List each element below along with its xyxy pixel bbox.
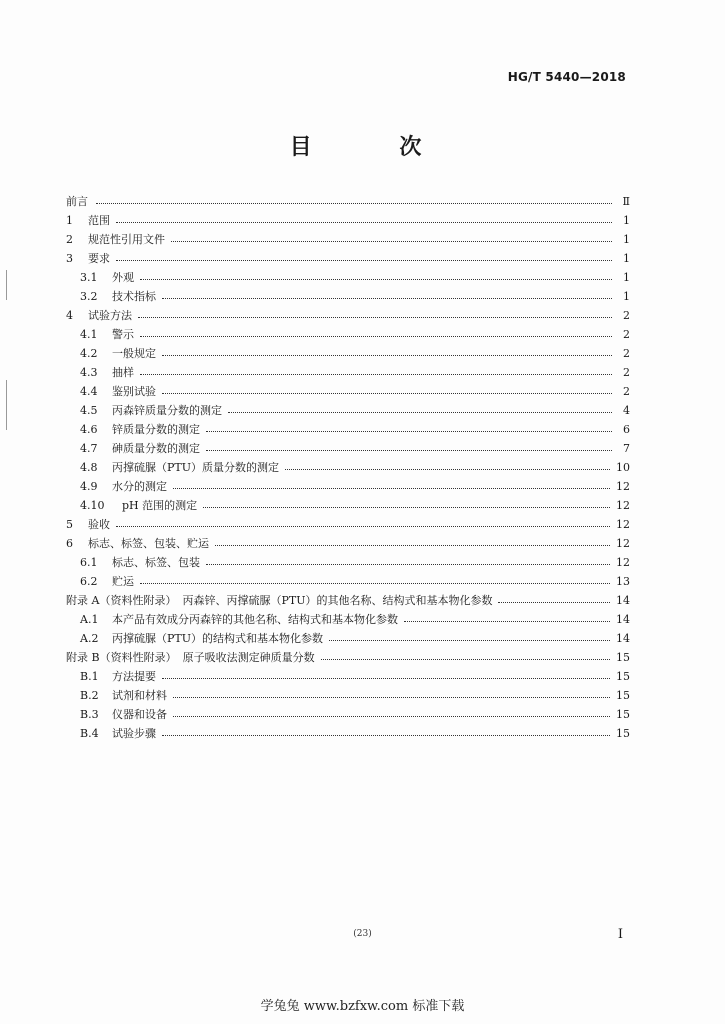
- toc-entry-page: 15: [616, 651, 630, 664]
- toc-entry-page: 15: [616, 670, 630, 683]
- toc-entry: [66, 439, 630, 458]
- toc-entry-number: 3: [66, 252, 73, 265]
- toc-entry-page: 15: [616, 708, 630, 721]
- dot-leader: [171, 230, 612, 249]
- toc-entry: [66, 249, 630, 268]
- toc-entry-page: 2: [623, 309, 630, 322]
- dot-leader: [116, 211, 612, 230]
- dot-leader: [138, 306, 612, 325]
- toc-entry-page: 2: [623, 385, 630, 398]
- toc-entry: [66, 268, 630, 287]
- toc-entry-page: 12: [616, 556, 630, 569]
- toc-entry-title: 试验方法: [88, 309, 132, 322]
- toc-entry-title: 水分的测定: [112, 480, 167, 493]
- toc-entry-number: 4.1: [80, 328, 98, 341]
- dot-leader: [162, 382, 612, 401]
- toc-entry-page: 13: [616, 575, 630, 588]
- toc-entry: [66, 230, 630, 249]
- dot-leader: [404, 610, 610, 629]
- toc-entry-number: 前言: [66, 195, 88, 208]
- toc-entry: [66, 192, 630, 211]
- toc-entry-number: 6: [66, 537, 73, 550]
- toc-entry-title: 技术指标: [112, 290, 156, 303]
- toc-entry-title: 贮运: [112, 575, 134, 588]
- toc-entry-page: 15: [616, 727, 630, 740]
- dot-leader: [162, 724, 610, 743]
- toc-entry-page: Ⅱ: [622, 195, 630, 208]
- toc-entry-number: 3.1: [80, 271, 98, 284]
- toc-entry-page: 2: [623, 328, 630, 341]
- toc-entry: [66, 382, 630, 401]
- toc-entry-title: 试剂和材料: [112, 689, 167, 702]
- toc-entry-number: 4.3: [80, 366, 98, 379]
- toc-entry-title: 丙森锌、丙撑硫脲（PTU）的其他名称、结构式和基本物化参数: [182, 594, 493, 607]
- toc-entry-title: 一般规定: [112, 347, 156, 360]
- toc-entry-number: B.4: [80, 727, 99, 740]
- dot-leader: [215, 534, 610, 553]
- toc-entry-number: A.1: [80, 613, 99, 626]
- toc-entry: [66, 458, 630, 477]
- page-title: 目 次: [289, 135, 462, 160]
- toc-entry-number: 5: [66, 518, 73, 531]
- toc-entry: [66, 477, 630, 496]
- toc-entry: [66, 401, 630, 420]
- scan-artifact: [6, 270, 7, 300]
- dot-leader: [206, 553, 610, 572]
- dot-leader: [140, 363, 612, 382]
- toc-entry: [66, 648, 630, 667]
- toc-entry-page: 14: [616, 632, 630, 645]
- toc-entry: [66, 211, 630, 230]
- dot-leader: [96, 192, 612, 211]
- scan-artifact: [6, 380, 7, 430]
- toc-entry-page: 14: [616, 594, 630, 607]
- toc-entry: [66, 610, 630, 629]
- toc-entry-page: 1: [623, 252, 630, 265]
- dot-leader: [116, 515, 610, 534]
- dot-leader: [206, 420, 612, 439]
- dot-leader: [173, 705, 610, 724]
- toc-entry-title: 原子吸收法测定砷质量分数: [182, 651, 315, 664]
- standard-code: HG/T 5440—2018: [507, 70, 626, 84]
- toc-entry-page: 1: [623, 233, 630, 246]
- toc-entry-page: 4: [623, 404, 630, 417]
- toc-entry: [66, 629, 630, 648]
- toc-entry-number: B.3: [80, 708, 99, 721]
- toc-entry-title: 标志、标签、包装、贮运: [88, 537, 209, 550]
- toc-entry-title: 丙森锌质量分数的测定: [112, 404, 222, 417]
- dot-leader: [140, 572, 610, 591]
- toc-entry-title: 标志、标签、包装: [112, 556, 200, 569]
- toc-entry-page: 12: [616, 518, 630, 531]
- toc-entry-number: 4.2: [80, 347, 98, 360]
- dot-leader: [140, 268, 612, 287]
- toc-entry: [66, 705, 630, 724]
- toc-entry-number: 4.8: [80, 461, 98, 474]
- dot-leader: [173, 477, 610, 496]
- dot-leader: [162, 667, 610, 686]
- toc-entry-title: 范围: [88, 214, 110, 227]
- toc-entry-number: 1: [66, 214, 73, 227]
- toc-entry-title: 砷质量分数的测定: [112, 442, 200, 455]
- toc-entry-number: 2: [66, 233, 73, 246]
- toc-entry-title: 本产品有效成分丙森锌的其他名称、结构式和基本物化参数: [112, 613, 398, 626]
- toc-entry-page: 2: [623, 366, 630, 379]
- toc-entry: [66, 534, 630, 553]
- toc-entry-page: 14: [616, 613, 630, 626]
- toc-entry: [66, 591, 630, 610]
- dot-leader: [321, 648, 610, 667]
- dot-leader: [173, 686, 610, 705]
- toc-entry-number: B.2: [80, 689, 99, 702]
- toc-entry: [66, 572, 630, 591]
- toc-entry: [66, 306, 630, 325]
- toc-entry-title: 锌质量分数的测定: [112, 423, 200, 436]
- dot-leader: [116, 249, 612, 268]
- dot-leader: [498, 591, 610, 610]
- dot-leader: [329, 629, 610, 648]
- toc-entry-page: 10: [616, 461, 630, 474]
- toc-entry-title: 丙撑硫脲（PTU）质量分数的测定: [112, 461, 280, 474]
- toc-entry: [66, 496, 630, 515]
- toc-entry-number: A.2: [80, 632, 99, 645]
- toc-entry-title: 方法提要: [112, 670, 156, 683]
- toc-entry: [66, 667, 630, 686]
- toc-entry-title: 要求: [88, 252, 110, 265]
- toc-entry-title: 规范性引用文件: [88, 233, 165, 246]
- toc-entry-page: 1: [623, 290, 630, 303]
- toc-entry-number: 6.1: [80, 556, 98, 569]
- roman-page-number: I: [617, 927, 623, 942]
- toc-entry-number: 附录 A（资料性附录）: [66, 594, 177, 607]
- toc-entry-number: 4.10: [80, 499, 105, 512]
- watermark-text: 学兔兔 www.bzfxw.com 标准下载: [260, 999, 465, 1014]
- toc-entry-page: 12: [616, 480, 630, 493]
- toc-entry-title: pH 范围的测定: [122, 499, 198, 512]
- toc-entry-number: 附录 B（资料性附录）: [66, 651, 177, 664]
- table-of-contents: [66, 192, 630, 743]
- toc-entry-number: 4.6: [80, 423, 98, 436]
- toc-entry-number: 4.7: [80, 442, 98, 455]
- toc-entry-title: 外观: [112, 271, 134, 284]
- toc-entry-number: 6.2: [80, 575, 98, 588]
- toc-entry-number: B.1: [80, 670, 99, 683]
- toc-entry: [66, 724, 630, 743]
- dot-leader: [203, 496, 610, 515]
- toc-entry-number: 4.9: [80, 480, 98, 493]
- dot-leader: [162, 344, 612, 363]
- toc-entry-number: 4.5: [80, 404, 98, 417]
- toc-entry: [66, 686, 630, 705]
- toc-entry-number: 3.2: [80, 290, 98, 303]
- toc-entry-title: 试验步骤: [112, 727, 156, 740]
- toc-entry: [66, 363, 630, 382]
- toc-entry-page: 12: [616, 499, 630, 512]
- toc-entry-title: 警示: [112, 328, 134, 341]
- toc-entry-page: 2: [623, 347, 630, 360]
- toc-entry: [66, 420, 630, 439]
- toc-entry-title: 丙撑硫脲（PTU）的结构式和基本物化参数: [112, 632, 324, 645]
- toc-entry-page: 6: [623, 423, 630, 436]
- toc-entry: [66, 515, 630, 534]
- toc-entry-title: 鉴别试验: [112, 385, 156, 398]
- toc-entry-number: 4.4: [80, 385, 98, 398]
- toc-entry-page: 12: [616, 537, 630, 550]
- toc-entry-page: 1: [623, 271, 630, 284]
- toc-entry: [66, 325, 630, 344]
- toc-entry-title: 验收: [88, 518, 110, 531]
- toc-entry: [66, 287, 630, 306]
- toc-entry: [66, 344, 630, 363]
- toc-entry-title: 仪器和设备: [112, 708, 167, 721]
- dot-leader: [162, 287, 612, 306]
- dot-leader: [206, 439, 612, 458]
- dot-leader: [228, 401, 612, 420]
- toc-entry-number: 4: [66, 309, 73, 322]
- toc-entry: [66, 553, 630, 572]
- toc-entry-page: 1: [623, 214, 630, 227]
- toc-entry-title: 抽样: [112, 366, 134, 379]
- dot-leader: [285, 458, 610, 477]
- toc-entry-page: 7: [623, 442, 630, 455]
- page-marker: (23): [353, 929, 372, 939]
- dot-leader: [140, 325, 612, 344]
- toc-entry-page: 15: [616, 689, 630, 702]
